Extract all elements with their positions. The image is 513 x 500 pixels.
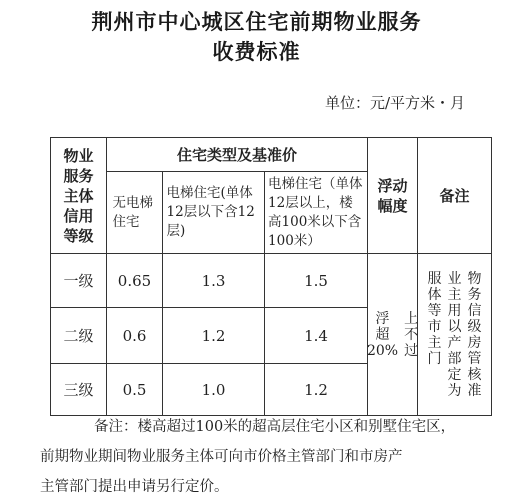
- level-cell: 二级: [51, 308, 107, 364]
- level-cell: 一级: [51, 254, 107, 308]
- price-no-elevator: 0.65: [107, 254, 163, 308]
- price-elevator-12: 1.0: [163, 364, 265, 416]
- document-title-line1: 荆州市中心城区住宅前期物业服务: [91, 10, 422, 34]
- price-elevator-12: 1.3: [163, 254, 265, 308]
- header-credit-level: 物业服务主体信用等级: [51, 138, 107, 254]
- header-housing-type: 住宅类型及基准价: [107, 138, 368, 172]
- fee-standard-table: [50, 137, 492, 416]
- subheader-elevator-100: 电梯住宅（单体12层以上，楼高100米以下含100米）: [265, 172, 368, 254]
- price-elevator-100: 1.4: [265, 308, 368, 364]
- price-elevator-100: 1.2: [265, 364, 368, 416]
- table-row: [51, 254, 492, 308]
- subheader-no-elevator: 无电梯住宅: [107, 172, 163, 254]
- note-line-2: 前期物业期间物业服务主体可向市价格主管部门和市房产: [40, 449, 403, 465]
- subheader-elevator-12: 电梯住宅(单体12层以下含12层): [163, 172, 265, 254]
- header-remark: 备注: [418, 138, 492, 254]
- float-range-cell: 上 不 过 浮 超 20%: [368, 254, 418, 416]
- document-title-line2: 收费标准: [212, 40, 301, 64]
- price-no-elevator: 0.6: [107, 308, 163, 364]
- price-no-elevator: 0.5: [107, 364, 163, 416]
- level-cell: 三级: [51, 364, 107, 416]
- note-line-1: 备注：楼高超过100米的超高层住宅小区和别墅住宅区，: [94, 419, 456, 435]
- price-elevator-12: 1.2: [163, 308, 265, 364]
- unit-label: 单位：元/平方米・月: [324, 94, 465, 112]
- header-float-range: 浮动幅度: [368, 138, 418, 254]
- note-line-3: 主管部门提出申请另行定价。: [40, 479, 229, 495]
- remark-cell: 物 务 信 级 房 管 核 准 业 主 用 以 产 部 定 为 服 体 等 市 主 门: [418, 254, 492, 416]
- price-elevator-100: 1.5: [265, 254, 368, 308]
